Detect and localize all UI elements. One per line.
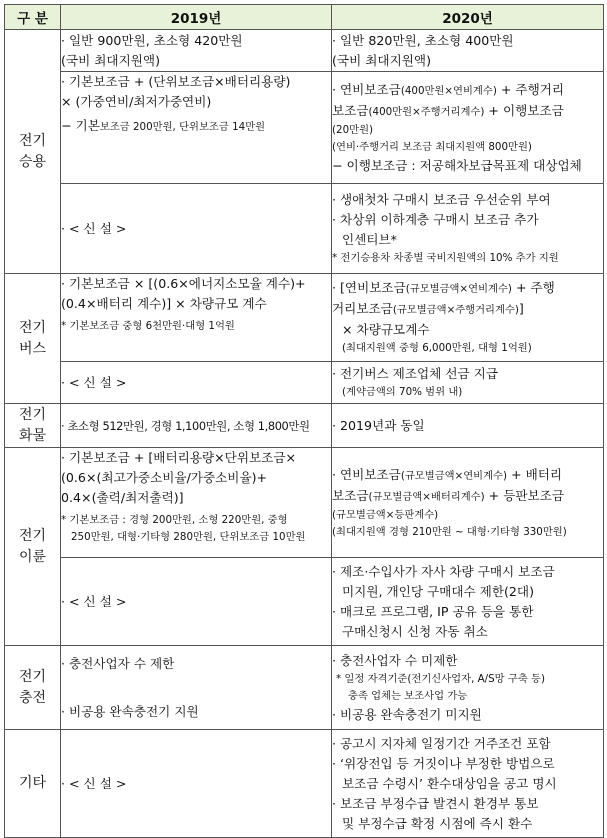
category-bus: 전기 버스 xyxy=(5,274,61,404)
charging-2019: · 충전사업자 수 제한 · 비공용 완속충전기 지원 xyxy=(61,646,332,730)
passenger-2020-new: · 생애첫차 구매시 보조금 우선순위 부여 · 차상위 이하계층 구매시 보조금 추가 인센티브* * 전기승용차 차종별 국비지원액의 10% 추가 지원 xyxy=(332,184,604,274)
passenger-2019-new: · < 신 설 > xyxy=(61,184,332,274)
table-row xyxy=(5,362,604,404)
header-2020: 2020년 xyxy=(332,5,604,30)
passenger-2019-formula: · 기본보조금 + (단위보조금×배터리용량) × (가중연비/최저가중연비) − 기본보조금 200만원, 단위보조금 14만원 xyxy=(61,72,332,184)
table-row xyxy=(5,448,604,558)
table-row xyxy=(5,72,604,184)
table-row xyxy=(5,274,604,362)
header-2019: 2019년 xyxy=(61,5,332,30)
category-passenger: 전기 승용 xyxy=(5,30,61,274)
table-row xyxy=(5,30,604,72)
truck-2019: · 초소형 512만원, 경형 1,100만원, 소형 1,800만원 xyxy=(61,404,332,448)
category-charging: 전기 충전 xyxy=(5,646,61,730)
table-row xyxy=(5,558,604,646)
category-twowheel: 전기 이륜 xyxy=(5,448,61,646)
header-row xyxy=(5,5,604,30)
table-row xyxy=(5,730,604,838)
table-row xyxy=(5,404,604,448)
charging-2020: · 충전사업자 수 미제한 * 일정 자격기준(전기신사업자, A/S망 구축 등) 충족 업체는 보조사업 가능 · 비공용 완속충전기 미지원 xyxy=(332,646,604,730)
truck-2020: · 2019년과 동일 xyxy=(332,404,604,448)
twowheel-2020-new: · 제조·수입사가 자사 차량 구매시 보조금 미지원, 개인당 구매대수 제한(2대) · 매크로 프로그램, IP 공유 등을 통한 구매신청시 신청 자동 취소 xyxy=(332,558,604,646)
bus-2019-formula: · 기본보조금 × [(0.6×에너지소모율 계수)+ (0.4×배터리 계수)] × 차량규모 계수 * 기본보조금 중형 6천만원·대형 1억원 xyxy=(61,274,332,362)
passenger-2019-limit: · 일반 900만원, 초소형 420만원 (국비 최대지원액) xyxy=(61,30,332,72)
comparison-table xyxy=(4,4,604,838)
table-row xyxy=(5,184,604,274)
bus-2020-new: · 전기버스 제조업체 선금 지급 (계약금액의 70% 범위 내) xyxy=(332,362,604,404)
twowheel-2020-formula: · 연비보조금(규모별금액×연비계수) + 배터리 보조금(규모별금액×배터리계수) + 등판보조금 (규모별금액×등판계수) (최대지원액 경형 210만원 ~ 대형·기타형 330만원) xyxy=(332,448,604,558)
twowheel-2019-new: · < 신 설 > xyxy=(61,558,332,646)
category-truck: 전기 화물 xyxy=(5,404,61,448)
table-row xyxy=(5,646,604,730)
other-2020: · 공고시 지자체 일정기간 거주조건 포함 · ‘위장전입 등 거짓이나 부정한 방법으로 보조금 수령시’ 환수대상임을 공고 명시 · 보조금 부정수급 발견시 환경부 통보 및 부정수급 확정 시점에 즉시 환수 xyxy=(332,730,604,838)
twowheel-2019-formula: · 기본보조금 + [배터리용량×단위보조금× (0.6×(최고가중소비율/가중소비율)+ 0.4×(출력/최저출력)] * 기본보조금 : 경형 200만원, 소형 220만원, 중형 250만원, 대형·기타형 280만원, 단위보조금 10만원 xyxy=(61,448,332,558)
other-2019: · < 신 설 > xyxy=(61,730,332,838)
passenger-2020-formula: · 연비보조금(400만원×연비계수) + 주행거리 보조금(400만원×주행거리계수) + 이행보조금 (20만원) (연비·주행거리 보조금 최대지원액 800만원) − 이행보조금 : 저공해차보급목표제 대상업체 xyxy=(332,72,604,184)
header-category: 구 분 xyxy=(5,5,61,30)
bus-2019-new: · < 신 설 > xyxy=(61,362,332,404)
category-other: 기타 xyxy=(5,730,61,838)
passenger-2020-limit: · 일반 820만원, 초소형 400만원 (국비 최대지원액) xyxy=(332,30,604,72)
bus-2020-formula: · [연비보조금(규모별금액×연비계수) + 주행 거리보조금(규모별금액×주행거리계수)] × 차량규모계수 (최대지원액 중형 6,000만원, 대형 1억원) xyxy=(332,274,604,362)
